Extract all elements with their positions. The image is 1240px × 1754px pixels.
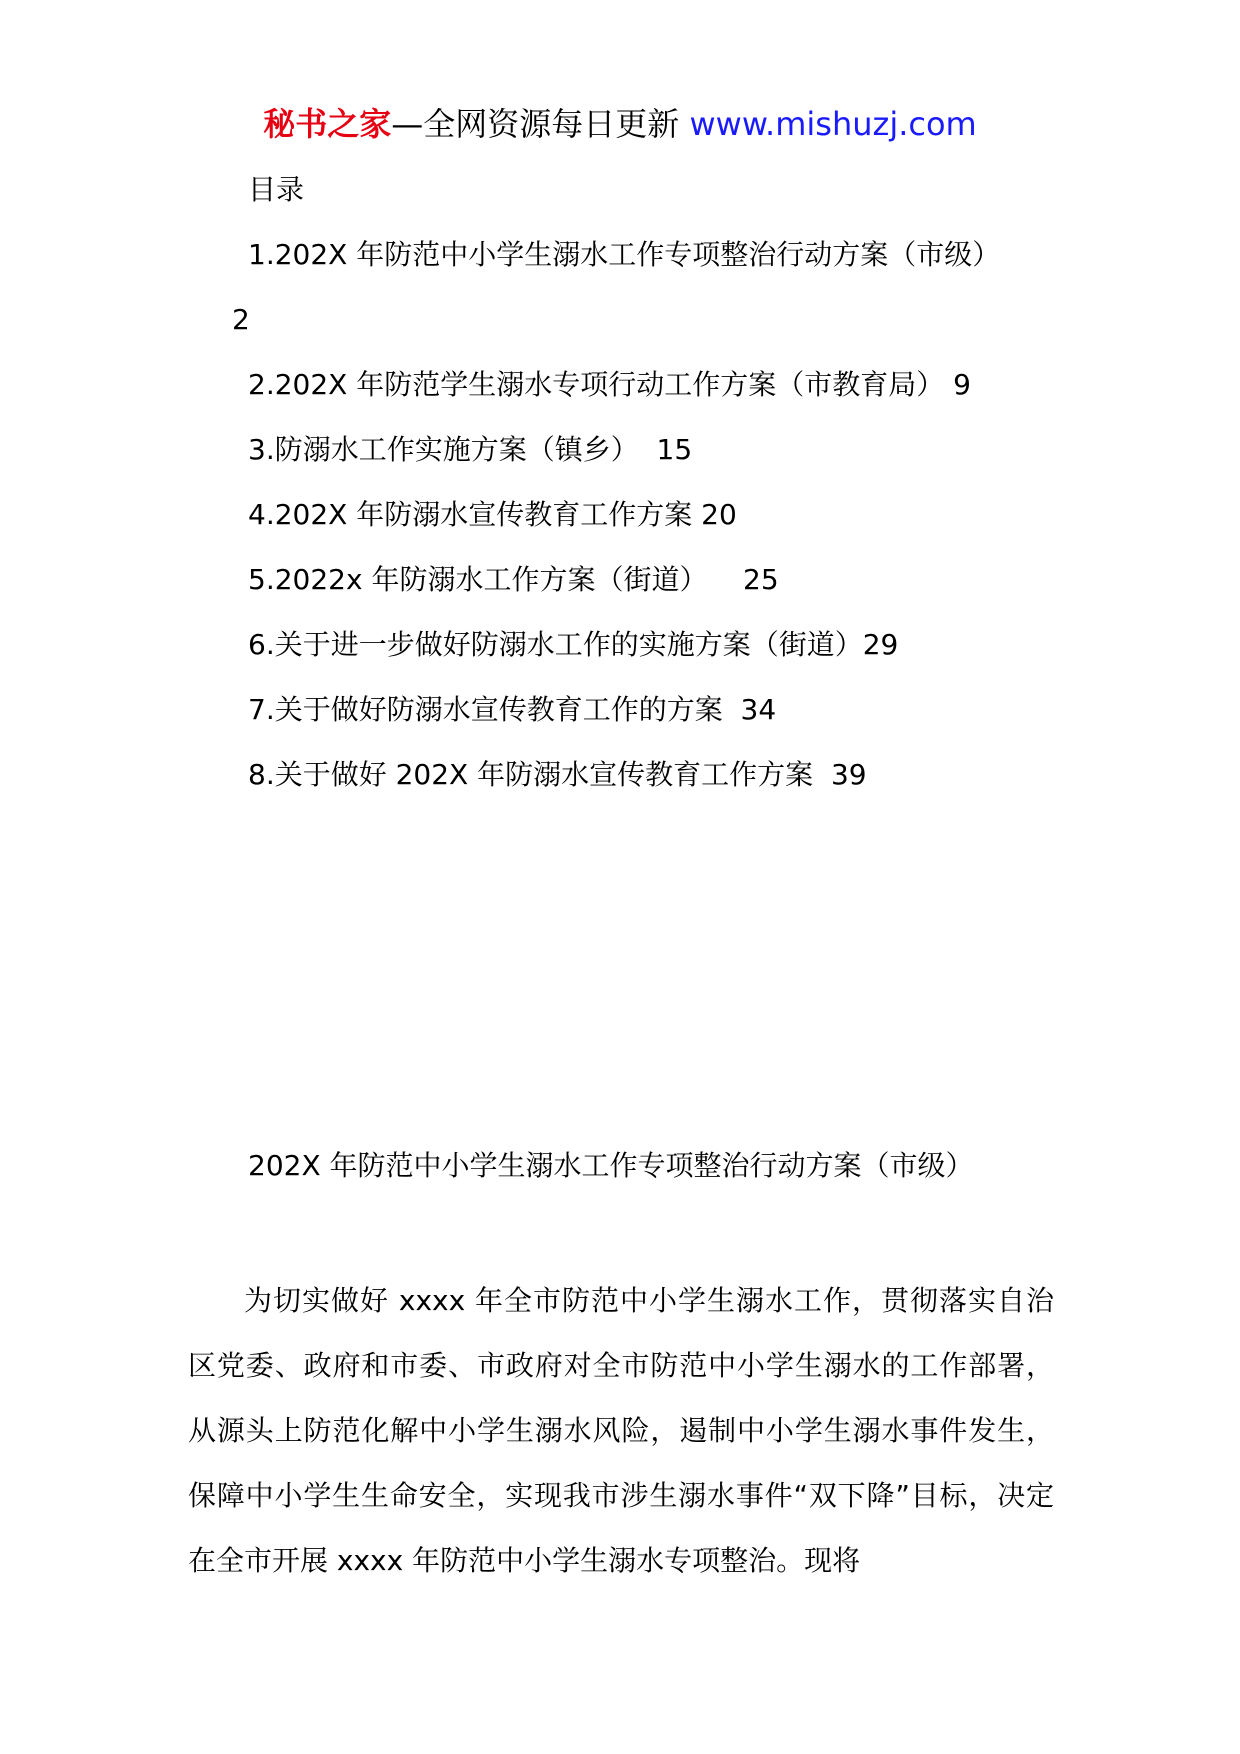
toc-item-5[interactable]: 5.2022x 年防溺水工作方案（街道） 25	[248, 563, 779, 596]
document-title: 202X 年防范中小学生溺水工作专项整治行动方案（市级）	[248, 1149, 974, 1182]
brand-slogan: —全网资源每日更新	[391, 105, 690, 143]
site-banner	[0, 100, 1240, 148]
body-paragraph: 为切实做好 xxxx 年全市防范中小学生溺水工作，贯彻落实自治区党委、政府和市委、市政府对全市防范中小学生溺水的工作部署，从源头上防范化解中小学生溺水风险，遏制中小学生溺水事件发生，保障中小学生生命安全，实现我市涉生溺水事件“双下降”目标，决定在全市开展 xxxx 年防范中小学生溺水专项整治。现将	[188, 1284, 1054, 1577]
toc-item-6[interactable]: 6.关于进一步做好防溺水工作的实施方案（街道）29	[248, 628, 899, 661]
toc-heading: 目录	[248, 173, 305, 206]
toc-item-7[interactable]: 7.关于做好防溺水宣传教育工作的方案 34	[248, 693, 777, 726]
toc-item-4[interactable]: 4.202X 年防溺水宣传教育工作方案 20	[248, 498, 737, 531]
site-url-link[interactable]: www.mishuzj.com	[689, 105, 977, 143]
toc-item-3[interactable]: 3.防溺水工作实施方案（镇乡） 15	[248, 433, 693, 466]
toc-item-8[interactable]: 8.关于做好 202X 年防溺水宣传教育工作方案 39	[248, 758, 867, 791]
brand-name: 秘书之家	[263, 105, 392, 143]
toc-item-2[interactable]: 2.202X 年防范学生溺水专项行动工作方案（市教育局） 9	[248, 368, 971, 401]
toc-item-1[interactable]: 1.202X 年防范中小学生溺水工作专项整治行动方案（市级）	[248, 238, 1001, 271]
toc-item-1-page: 2	[232, 303, 250, 336]
